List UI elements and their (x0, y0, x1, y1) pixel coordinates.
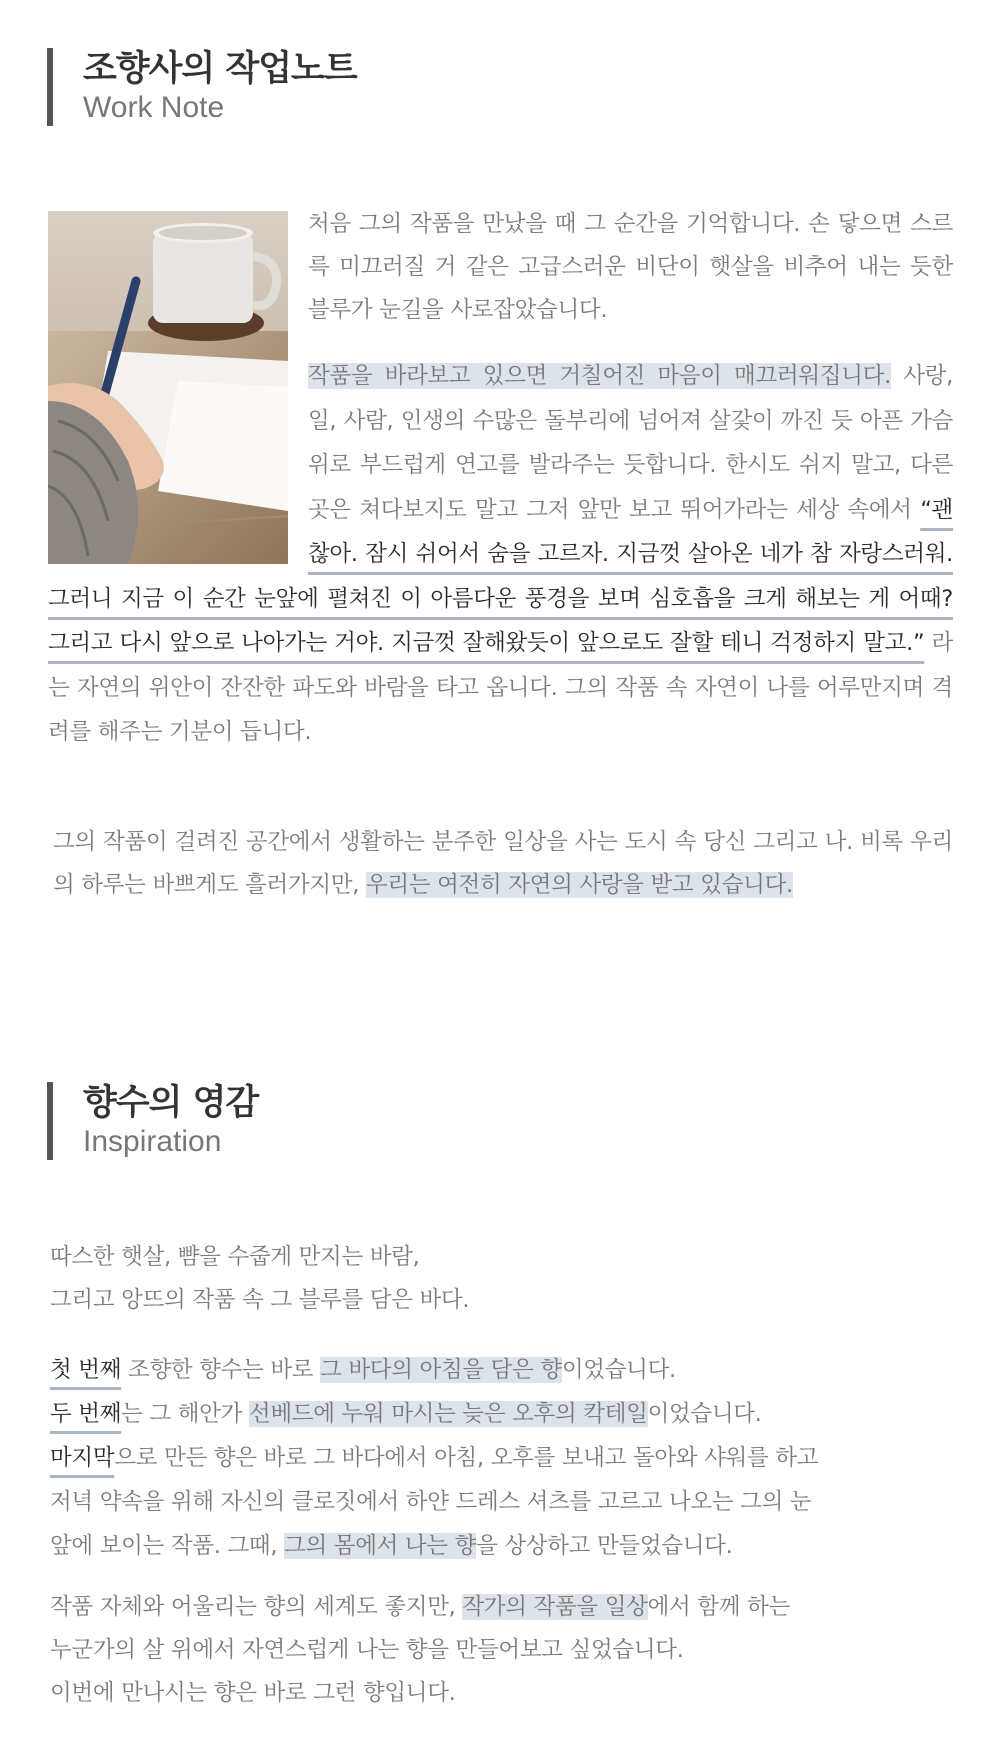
daily-art-highlight: 작가의 작품을 일상 (462, 1594, 648, 1620)
perfume-description (50, 1348, 950, 1568)
closing-1-pre: 작품 자체와 어울리는 향의 세계도 좋지만, (50, 1594, 463, 1620)
first-post-text: 이었습니다. (561, 1357, 676, 1383)
work-note-heading (47, 48, 357, 126)
calm-mind-highlight: 작품을 바라보고 있으면 거칠어진 마음이 매끄러워집니다. (308, 363, 891, 389)
first-pre-text: 조향한 향수는 바로 (121, 1357, 321, 1383)
work-note-paragraph-3 (53, 821, 953, 907)
last-label: 마지막 (50, 1445, 115, 1471)
comfort-text: 사랑, 일, 사람, 인생의 수많은 돌부리에 넘어져 살갗이 까진 듯 아픈 가슴 위로 부드럽게 연고를 발라주는 듯합니다. 한시도 쉬지 말고, 다른 곳은 쳐다보지도 말고 그저 앞만 보고 뛰어가라는 세상 속에서 (308, 363, 953, 523)
inspiration-heading (47, 1082, 258, 1160)
inspiration-closing (50, 1586, 950, 1715)
second-post-text: 이었습니다. (647, 1401, 762, 1427)
nature-love-highlight: 우리는 여전히 자연의 사랑을 받고 있습니다. (365, 872, 793, 898)
work-note-title: 조향사의 작업노트 (83, 49, 357, 89)
last-perfume-line-2: 저녁 약속을 위해 자신의 클로짓에서 하얀 드레스 셔츠를 고르고 나오는 그의 눈 (50, 1489, 812, 1515)
second-pre-text: 는 그 해안가 (121, 1401, 249, 1427)
last-line-1-text: 으로 만든 향은 바로 그 바다에서 아침, 오후를 보내고 돌아와 샤워를 하고 (114, 1445, 819, 1471)
nature-quote: “괜찮아. 잠시 쉬어서 숨을 고르자. 지금껏 살아온 네가 참 자랑스러워. 그러니 지금 이 순간 눈앞에 펼쳐진 이 아름다운 풍경을 보며 심호흡을 크게 해보는 게 어때? 그리고 다시 앞으로 나아가는 거야. 지금껏 잘해왔듯이 앞으로도 잘할 테니 걱정하지 말고.” (48, 496, 953, 656)
work-note-paragraph-1 (308, 203, 953, 332)
work-note-subtitle: Work Note (83, 91, 225, 124)
inspiration-intro (50, 1236, 950, 1322)
first-label: 첫 번째 (50, 1357, 122, 1383)
closing-1-post: 에서 함께 하는 (647, 1594, 790, 1620)
inspiration-title: 향수의 영감 (83, 1083, 259, 1123)
closing-line-2: 누군가의 살 위에서 자연스럽게 나는 향을 만들어보고 싶었습니다. (50, 1637, 684, 1663)
last-line-3-pre: 앞에 보이는 작품. 그때, (50, 1533, 285, 1559)
intro-text: 처음 그의 작품을 만났을 때 그 순간을 기억합니다. 손 닿으면 스르륵 미끄러질 거 같은 고급스러운 비단이 햇살을 비추어 내는 듯한 블루가 눈길을 사로잡았습니다. (308, 211, 953, 323)
closing-line-3: 이번에 만나시는 향은 바로 그런 향입니다. (50, 1680, 456, 1706)
cocktail-highlight: 선베드에 누워 마시는 늦은 오후의 칵테일 (248, 1401, 648, 1427)
last-perfume-line-3 (50, 1524, 950, 1568)
photo-spacer (48, 354, 308, 564)
intro-line-2: 그리고 앙뜨의 작품 속 그 블루를 담은 바다. (50, 1287, 470, 1313)
work-note-paragraph-2 (48, 354, 953, 755)
city-life-text: 그의 작품이 걸려진 공간에서 생활하는 분주한 일상을 사는 도시 속 당신 그리고 나. 비록 우리의 하루는 바쁘게도 흘러가지만, (53, 829, 953, 898)
last-line-3-post: 을 상상하고 만들었습니다. (476, 1533, 733, 1559)
second-label: 두 번째 (50, 1401, 122, 1427)
nature-comfort-text: 라는 자연의 위안이 잔잔한 파도와 바람을 타고 옵니다. 그의 작품 속 자연이 나를 어루만지며 격려를 해주는 기분이 듭니다. (48, 630, 953, 745)
body-scent-highlight: 그의 몸에서 나는 향 (284, 1533, 477, 1559)
inspiration-subtitle: Inspiration (83, 1125, 222, 1158)
intro-line-1: 따스한 햇살, 뺨을 수줍게 만지는 바람, (50, 1244, 420, 1270)
last-perfume-line-1 (50, 1436, 950, 1480)
closing-line-1 (50, 1586, 950, 1629)
second-perfume-line (50, 1392, 950, 1436)
morning-sea-highlight: 그 바다의 아침을 담은 향 (320, 1357, 562, 1383)
first-perfume-line (50, 1348, 950, 1392)
